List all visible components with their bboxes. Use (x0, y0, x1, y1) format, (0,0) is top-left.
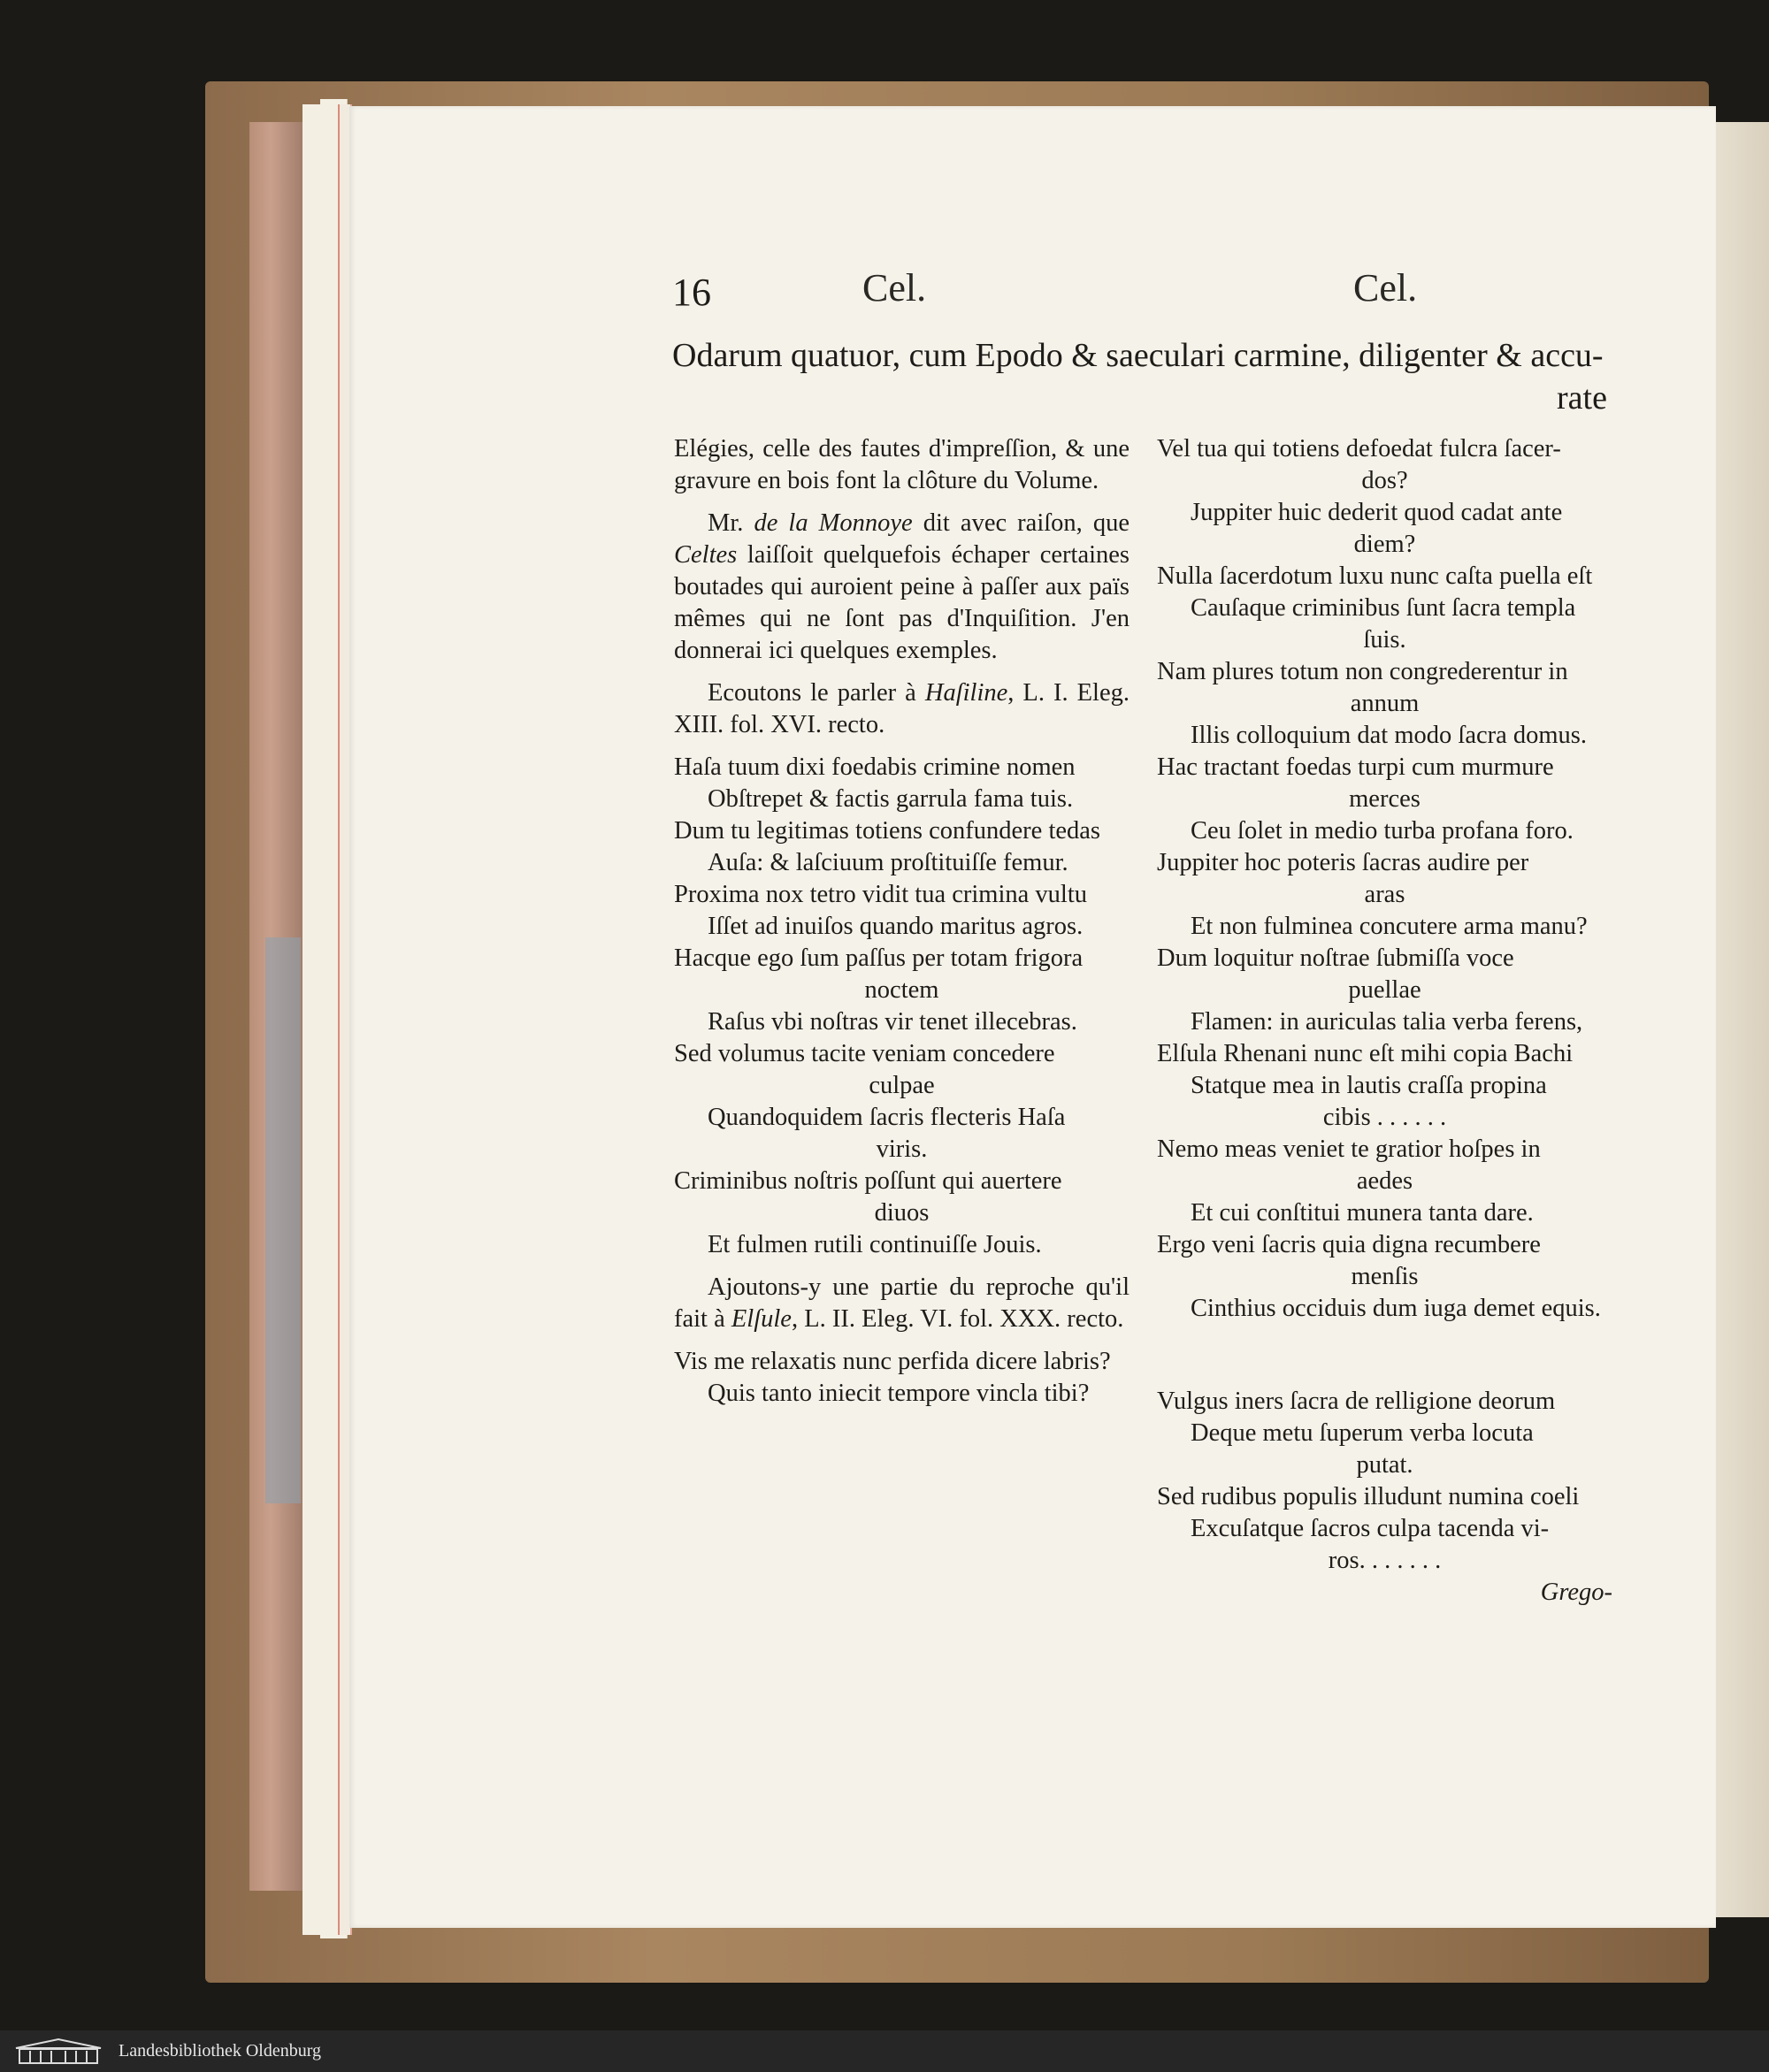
verse-line: Dum tu legitimas totiens confundere tedas (674, 817, 1101, 845)
verse-line: Ceu ſolet in medio turba profana foro. (1191, 817, 1574, 845)
verse-line: Flamen: in auriculas talia verba ferens, (1191, 1008, 1583, 1036)
verse-line: Hacque ego ſum paſſus per totam frigora (674, 944, 1084, 972)
running-head-left: Cel. (862, 266, 927, 310)
verse-line: Raſus vbi noſtras vir tenet illecebras. (708, 1008, 1077, 1036)
verse-line: Excuſatque ſacros culpa tacenda vi- (1191, 1515, 1550, 1542)
verse-line: ſuis. (1363, 626, 1406, 654)
verse-line: ros. . . . . . . (1328, 1547, 1442, 1574)
running-head-right: Cel. (1353, 266, 1418, 310)
verse-line: noctem (864, 976, 939, 1004)
verse-line: Statque mea in lautis craſſa propina (1191, 1072, 1547, 1099)
verse-line: Et fulmen rutili continuiſſe Jouis. (708, 1231, 1042, 1258)
verse-line: Ergo veni ſacris quia digna recumbere (1157, 1231, 1541, 1258)
verse-line: Iſſet ad inuiſos quando maritus agros. (708, 913, 1084, 940)
verse-line: aras (1364, 881, 1405, 908)
verse-line: Vulgus iners ſacra de relligione deorum (1157, 1388, 1556, 1415)
verse-line: diuos (874, 1199, 930, 1227)
verse-line: Sed rudibus populis illudunt numina coeli (1157, 1483, 1580, 1510)
verse-line: Quis tanto iniecit tempore vincla tibi? (708, 1380, 1090, 1407)
verse-line: Cauſaque criminibus ſunt ſacra templa (1191, 594, 1576, 622)
title-line: Odarum quatuor, cum Epodo & saeculari carmine, diligenter & accu- (672, 337, 1604, 374)
verse-line: aedes (1356, 1167, 1413, 1195)
verse-line: annum (1350, 690, 1420, 717)
footer-bar (0, 2030, 1769, 2072)
verse-line: Dum loquitur noſtrae ſubmiſſa voce (1157, 944, 1514, 972)
verse-block (674, 752, 1130, 1261)
paragraph: Ecoutons le parler à Haſiline, L. I. Eleg. XIII. fol. XVI. recto. (674, 679, 1130, 738)
verse-line: viris. (876, 1135, 928, 1163)
verse-line: culpae (869, 1072, 935, 1099)
left-column (674, 433, 1130, 1410)
verse-line: Hac tractant foedas turpi cum murmure (1157, 753, 1554, 781)
verse-line: menſis (1351, 1263, 1419, 1290)
verse-line: Et cui conſtitui munera tanta dare. (1191, 1199, 1534, 1227)
verse-line: Proxima nox tetro vidit tua crimina vultu (674, 881, 1088, 908)
verse-line: Cinthius occiduis dum iuga demet equis. (1191, 1295, 1601, 1322)
facing-page-edge (1711, 122, 1769, 1917)
verse-line: Criminibus noſtris poſſunt qui auertere (674, 1167, 1062, 1195)
page-number: 16 (672, 271, 711, 314)
verse-line: Vis me relaxatis nunc perfida dicere labris? (674, 1348, 1111, 1375)
verse-line: Illis colloquium dat modo ſacra domus. (1191, 722, 1588, 749)
paragraph: Ajoutons-y une partie du reproche qu'il fait à Elſule, L. II. Eleg. VI. fol. XXX. recto. (674, 1273, 1130, 1333)
title-continuation: rate (1557, 379, 1607, 417)
verse-line: merces (1349, 785, 1421, 813)
verse-line: Juppiter huic dederit quod cadat ante (1191, 499, 1563, 526)
verse-line: Et non fulminea concutere arma manu? (1191, 913, 1588, 940)
verse-block (674, 1346, 1130, 1410)
verse-line: Nulla ſacerdotum luxu nunc caſta puella eſt (1157, 562, 1593, 590)
verse-line: Quandoquidem ſacris flecteris Haſa (708, 1104, 1066, 1131)
verse-line: puellae (1348, 976, 1421, 1004)
right-column (1157, 433, 1612, 1609)
verse-line (1157, 1350, 1612, 1361)
verse-line: Deque metu ſuperum verba locuta (1191, 1419, 1534, 1447)
verse-line: Vel tua qui totiens defoedat fulcra ſacer- (1157, 435, 1561, 463)
verse-line: Nam plures totum non congrederentur in (1157, 658, 1568, 685)
library-logo-icon (12, 2038, 104, 2066)
verse-line: Juppiter hoc poteris ſacras audire per (1157, 849, 1529, 876)
verse-line: cibis . . . . . . (1322, 1104, 1447, 1131)
verse-line: dos? (1361, 467, 1408, 494)
verse-line: putat. (1356, 1451, 1413, 1479)
verse-block (1157, 433, 1612, 1577)
verse-line: Elſula Rhenani nunc eſt mihi copia Bachi (1157, 1040, 1574, 1067)
spine-patch (265, 937, 301, 1503)
verse-line: Nemo meas veniet te gratior hoſpes in (1157, 1135, 1541, 1163)
paragraph: Elégies, celle des fautes d'impreſſion, & une gravure en bois font la clôture du Volume. (674, 435, 1130, 494)
verse-line: diem? (1353, 531, 1416, 558)
library-name: Landesbibliothek Oldenburg (119, 2041, 322, 2061)
paragraph: Mr. de la Monnoye dit avec raiſon, que Celtes laiſſoit quelquefois échaper certaines boutades qui auroient peine à paſſer aux païs mêmes qui ne ſont pas d'Inquiſition. J'en donnerai ici quelques exemples. (674, 509, 1130, 664)
verse-line: Haſa tuum dixi foedabis crimine nomen (674, 753, 1076, 781)
verse-line: Obſtrepet & factis garrula fama tuis. (708, 785, 1074, 813)
catchword: Grego- (1540, 1579, 1612, 1606)
verse-line: Auſa: & laſciuum proſtituiſſe femur. (708, 849, 1068, 876)
verse-line: Sed volumus tacite veniam concedere (674, 1040, 1055, 1067)
